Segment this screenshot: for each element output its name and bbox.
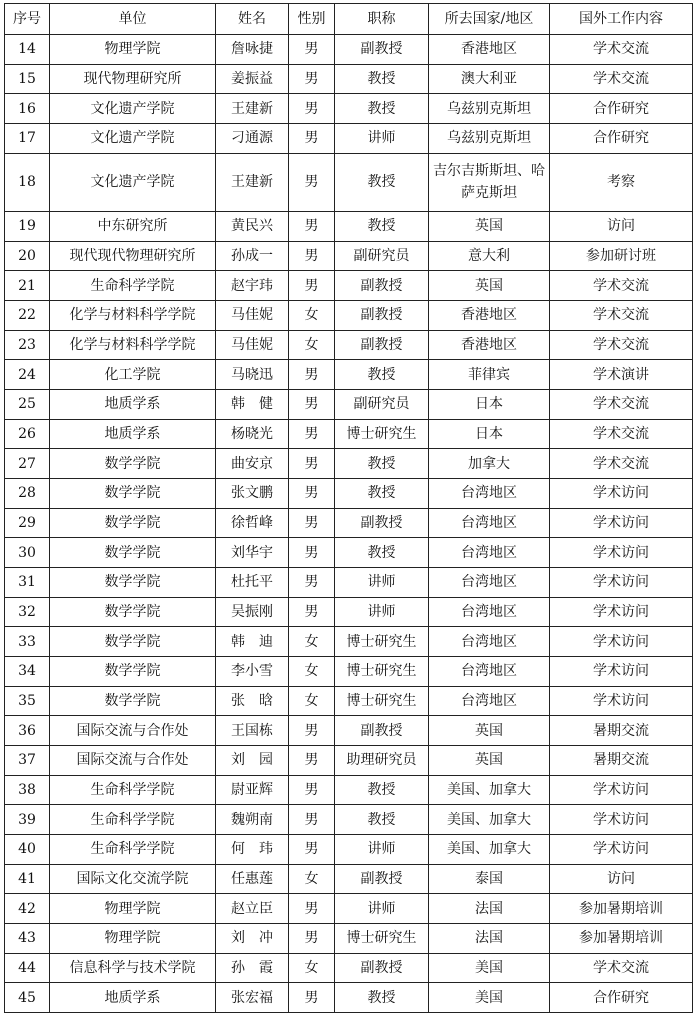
- cell-index: 16: [5, 94, 50, 124]
- table-row: [5, 538, 693, 568]
- cell-work-content: 暑期交流: [550, 716, 693, 746]
- cell-gender: 女: [289, 953, 335, 983]
- table-row: [5, 775, 693, 805]
- cell-name: 马佳妮: [216, 330, 289, 360]
- cell-destination: 香港地区: [429, 35, 550, 65]
- header-gender: 性别: [289, 4, 335, 35]
- table-row: [5, 597, 693, 627]
- cell-title: 教授: [335, 153, 429, 212]
- cell-work-content: 合作研究: [550, 983, 693, 1013]
- cell-name: 孙 霞: [216, 953, 289, 983]
- cell-unit: 国际交流与合作处: [50, 745, 216, 775]
- cell-gender: 女: [289, 301, 335, 331]
- cell-name: 马晓迅: [216, 360, 289, 390]
- cell-gender: 男: [289, 568, 335, 598]
- cell-title: 助理研究员: [335, 745, 429, 775]
- cell-unit: 物理学院: [50, 894, 216, 924]
- personnel-table: [4, 3, 693, 1013]
- cell-title: 副教授: [335, 271, 429, 301]
- cell-name: 孙成一: [216, 241, 289, 271]
- cell-destination: 乌兹别克斯坦: [429, 123, 550, 153]
- table-row: [5, 834, 693, 864]
- cell-gender: 男: [289, 241, 335, 271]
- table-row: [5, 330, 693, 360]
- cell-work-content: 学术访问: [550, 657, 693, 687]
- cell-work-content: 学术交流: [550, 390, 693, 420]
- cell-work-content: 学术交流: [550, 301, 693, 331]
- cell-gender: 男: [289, 805, 335, 835]
- cell-unit: 化学与材料科学学院: [50, 330, 216, 360]
- cell-unit: 生命科学学院: [50, 805, 216, 835]
- cell-work-content: 参加暑期培训: [550, 894, 693, 924]
- cell-gender: 男: [289, 923, 335, 953]
- cell-title: 教授: [335, 212, 429, 242]
- cell-unit: 现代现代物理研究所: [50, 241, 216, 271]
- cell-name: 徐哲峰: [216, 508, 289, 538]
- cell-gender: 男: [289, 35, 335, 65]
- cell-index: 31: [5, 568, 50, 598]
- cell-title: 教授: [335, 538, 429, 568]
- cell-index: 30: [5, 538, 50, 568]
- cell-name: 赵宇玮: [216, 271, 289, 301]
- cell-destination: 台湾地区: [429, 479, 550, 509]
- cell-title: 博士研究生: [335, 657, 429, 687]
- cell-destination: 美国: [429, 983, 550, 1013]
- cell-gender: 男: [289, 390, 335, 420]
- cell-destination: 英国: [429, 212, 550, 242]
- cell-work-content: 访问: [550, 212, 693, 242]
- cell-destination: 台湾地区: [429, 686, 550, 716]
- cell-index: 36: [5, 716, 50, 746]
- cell-name: 刁通源: [216, 123, 289, 153]
- cell-gender: 男: [289, 123, 335, 153]
- cell-name: 韩 迪: [216, 627, 289, 657]
- cell-destination: 乌兹别克斯坦: [429, 94, 550, 124]
- table-row: [5, 241, 693, 271]
- cell-name: 何 玮: [216, 834, 289, 864]
- cell-index: 28: [5, 479, 50, 509]
- cell-work-content: 学术交流: [550, 953, 693, 983]
- cell-work-content: 学术交流: [550, 330, 693, 360]
- cell-gender: 男: [289, 360, 335, 390]
- cell-name: 韩 健: [216, 390, 289, 420]
- table-row: [5, 390, 693, 420]
- cell-title: 教授: [335, 805, 429, 835]
- cell-work-content: 暑期交流: [550, 745, 693, 775]
- table-row: [5, 716, 693, 746]
- cell-work-content: 学术交流: [550, 419, 693, 449]
- table-row: [5, 479, 693, 509]
- cell-work-content: 学术交流: [550, 449, 693, 479]
- cell-title: 教授: [335, 983, 429, 1013]
- cell-unit: 数学学院: [50, 568, 216, 598]
- cell-index: 26: [5, 419, 50, 449]
- table-row: [5, 123, 693, 153]
- cell-title: 教授: [335, 64, 429, 94]
- table-row: [5, 449, 693, 479]
- cell-gender: 男: [289, 597, 335, 627]
- cell-unit: 数学学院: [50, 686, 216, 716]
- cell-destination: 香港地区: [429, 301, 550, 331]
- cell-title: 副教授: [335, 301, 429, 331]
- cell-work-content: 学术交流: [550, 271, 693, 301]
- cell-gender: 男: [289, 775, 335, 805]
- table-row: [5, 686, 693, 716]
- cell-name: 张文鹏: [216, 479, 289, 509]
- cell-gender: 女: [289, 657, 335, 687]
- table-row: [5, 360, 693, 390]
- cell-title: 副教授: [335, 716, 429, 746]
- cell-title: 讲师: [335, 834, 429, 864]
- cell-name: 张 晗: [216, 686, 289, 716]
- cell-name: 杜托平: [216, 568, 289, 598]
- table-row: [5, 627, 693, 657]
- cell-index: 22: [5, 301, 50, 331]
- table-row: [5, 657, 693, 687]
- cell-gender: 男: [289, 983, 335, 1013]
- table-row: [5, 35, 693, 65]
- cell-name: 赵立臣: [216, 894, 289, 924]
- cell-destination: 台湾地区: [429, 568, 550, 598]
- cell-work-content: 参加研讨班: [550, 241, 693, 271]
- cell-name: 刘 园: [216, 745, 289, 775]
- cell-unit: 国际文化交流学院: [50, 864, 216, 894]
- cell-unit: 数学学院: [50, 449, 216, 479]
- cell-title: 讲师: [335, 894, 429, 924]
- cell-title: 教授: [335, 94, 429, 124]
- cell-unit: 地质学系: [50, 390, 216, 420]
- cell-unit: 地质学系: [50, 983, 216, 1013]
- header-row: [5, 4, 693, 35]
- table-row: [5, 508, 693, 538]
- cell-work-content: 合作研究: [550, 123, 693, 153]
- cell-index: 40: [5, 834, 50, 864]
- cell-gender: 男: [289, 538, 335, 568]
- cell-work-content: 合作研究: [550, 94, 693, 124]
- cell-index: 24: [5, 360, 50, 390]
- cell-title: 副研究员: [335, 241, 429, 271]
- header-work-content: 国外工作内容: [550, 4, 693, 35]
- cell-title: 讲师: [335, 123, 429, 153]
- cell-gender: 男: [289, 419, 335, 449]
- cell-name: 王建新: [216, 153, 289, 212]
- cell-name: 魏朔南: [216, 805, 289, 835]
- cell-index: 14: [5, 35, 50, 65]
- cell-title: 教授: [335, 479, 429, 509]
- cell-work-content: 学术访问: [550, 686, 693, 716]
- cell-unit: 数学学院: [50, 627, 216, 657]
- cell-work-content: 学术访问: [550, 627, 693, 657]
- cell-gender: 男: [289, 508, 335, 538]
- cell-index: 38: [5, 775, 50, 805]
- cell-index: 44: [5, 953, 50, 983]
- cell-work-content: 学术交流: [550, 64, 693, 94]
- cell-gender: 女: [289, 686, 335, 716]
- cell-unit: 生命科学学院: [50, 775, 216, 805]
- cell-title: 教授: [335, 775, 429, 805]
- cell-name: 李小雪: [216, 657, 289, 687]
- cell-index: 25: [5, 390, 50, 420]
- cell-destination: 台湾地区: [429, 657, 550, 687]
- cell-name: 詹咏捷: [216, 35, 289, 65]
- cell-unit: 文化遗产学院: [50, 153, 216, 212]
- cell-name: 曲安京: [216, 449, 289, 479]
- cell-title: 教授: [335, 360, 429, 390]
- cell-index: 21: [5, 271, 50, 301]
- table-row: [5, 419, 693, 449]
- cell-destination: 意大利: [429, 241, 550, 271]
- cell-work-content: 参加暑期培训: [550, 923, 693, 953]
- table-row: [5, 301, 693, 331]
- cell-destination: 日本: [429, 390, 550, 420]
- cell-unit: 物理学院: [50, 923, 216, 953]
- table-body: [5, 35, 693, 1013]
- cell-index: 43: [5, 923, 50, 953]
- cell-index: 41: [5, 864, 50, 894]
- cell-unit: 地质学系: [50, 419, 216, 449]
- cell-destination: 菲律宾: [429, 360, 550, 390]
- cell-destination: 法国: [429, 923, 550, 953]
- table-row: [5, 745, 693, 775]
- cell-unit: 数学学院: [50, 479, 216, 509]
- cell-index: 23: [5, 330, 50, 360]
- table-row: [5, 894, 693, 924]
- cell-index: 27: [5, 449, 50, 479]
- table-row: [5, 923, 693, 953]
- cell-gender: 男: [289, 212, 335, 242]
- cell-unit: 文化遗产学院: [50, 94, 216, 124]
- cell-unit: 数学学院: [50, 657, 216, 687]
- cell-name: 黄民兴: [216, 212, 289, 242]
- cell-index: 35: [5, 686, 50, 716]
- cell-index: 39: [5, 805, 50, 835]
- cell-gender: 男: [289, 94, 335, 124]
- cell-gender: 男: [289, 153, 335, 212]
- cell-index: 18: [5, 153, 50, 212]
- cell-work-content: 学术访问: [550, 805, 693, 835]
- cell-title: 副研究员: [335, 390, 429, 420]
- cell-unit: 生命科学学院: [50, 834, 216, 864]
- cell-gender: 女: [289, 864, 335, 894]
- cell-destination: 台湾地区: [429, 538, 550, 568]
- cell-work-content: 学术访问: [550, 568, 693, 598]
- table-row: [5, 953, 693, 983]
- cell-unit: 国际交流与合作处: [50, 716, 216, 746]
- cell-unit: 物理学院: [50, 35, 216, 65]
- cell-destination: 台湾地区: [429, 627, 550, 657]
- cell-title: 博士研究生: [335, 627, 429, 657]
- cell-destination: 英国: [429, 745, 550, 775]
- cell-title: 副教授: [335, 953, 429, 983]
- cell-unit: 中东研究所: [50, 212, 216, 242]
- cell-index: 32: [5, 597, 50, 627]
- header-unit: 单位: [50, 4, 216, 35]
- cell-destination: 吉尔吉斯斯坦、哈萨克斯坦: [429, 153, 550, 212]
- cell-destination: 美国、加拿大: [429, 834, 550, 864]
- cell-name: 刘华宇: [216, 538, 289, 568]
- table-row: [5, 568, 693, 598]
- cell-work-content: 学术访问: [550, 834, 693, 864]
- cell-destination: 台湾地区: [429, 597, 550, 627]
- cell-unit: 文化遗产学院: [50, 123, 216, 153]
- cell-name: 王建新: [216, 94, 289, 124]
- cell-work-content: 学术访问: [550, 597, 693, 627]
- cell-title: 讲师: [335, 597, 429, 627]
- cell-destination: 美国、加拿大: [429, 805, 550, 835]
- cell-work-content: 学术演讲: [550, 360, 693, 390]
- cell-gender: 男: [289, 716, 335, 746]
- header-destination: 所去国家/地区: [429, 4, 550, 35]
- cell-gender: 男: [289, 449, 335, 479]
- header-name: 姓名: [216, 4, 289, 35]
- header-index: 序号: [5, 4, 50, 35]
- cell-destination: 美国、加拿大: [429, 775, 550, 805]
- cell-unit: 化学与材料科学学院: [50, 301, 216, 331]
- table-row: [5, 271, 693, 301]
- cell-gender: 男: [289, 834, 335, 864]
- cell-title: 博士研究生: [335, 923, 429, 953]
- cell-gender: 男: [289, 894, 335, 924]
- cell-index: 34: [5, 657, 50, 687]
- cell-name: 张宏福: [216, 983, 289, 1013]
- cell-index: 17: [5, 123, 50, 153]
- cell-unit: 现代物理研究所: [50, 64, 216, 94]
- cell-destination: 法国: [429, 894, 550, 924]
- cell-title: 讲师: [335, 568, 429, 598]
- cell-destination: 澳大利亚: [429, 64, 550, 94]
- cell-unit: 化工学院: [50, 360, 216, 390]
- cell-index: 37: [5, 745, 50, 775]
- cell-unit: 信息科学与技术学院: [50, 953, 216, 983]
- cell-title: 副教授: [335, 330, 429, 360]
- table-row: [5, 153, 693, 212]
- cell-name: 姜振益: [216, 64, 289, 94]
- cell-work-content: 学术访问: [550, 775, 693, 805]
- cell-index: 20: [5, 241, 50, 271]
- cell-gender: 女: [289, 330, 335, 360]
- table-row: [5, 805, 693, 835]
- cell-work-content: 访问: [550, 864, 693, 894]
- cell-gender: 男: [289, 64, 335, 94]
- cell-destination: 泰国: [429, 864, 550, 894]
- cell-gender: 男: [289, 479, 335, 509]
- cell-name: 王国栋: [216, 716, 289, 746]
- cell-index: 19: [5, 212, 50, 242]
- cell-unit: 数学学院: [50, 508, 216, 538]
- cell-name: 任惠莲: [216, 864, 289, 894]
- cell-index: 29: [5, 508, 50, 538]
- cell-destination: 日本: [429, 419, 550, 449]
- cell-name: 尉亚辉: [216, 775, 289, 805]
- cell-unit: 生命科学学院: [50, 271, 216, 301]
- cell-gender: 男: [289, 271, 335, 301]
- cell-gender: 女: [289, 627, 335, 657]
- cell-name: 马佳妮: [216, 301, 289, 331]
- cell-destination: 台湾地区: [429, 508, 550, 538]
- cell-index: 15: [5, 64, 50, 94]
- cell-unit: 数学学院: [50, 597, 216, 627]
- cell-index: 42: [5, 894, 50, 924]
- cell-work-content: 考察: [550, 153, 693, 212]
- cell-title: 教授: [335, 449, 429, 479]
- cell-name: 刘 冲: [216, 923, 289, 953]
- cell-destination: 美国: [429, 953, 550, 983]
- cell-destination: 香港地区: [429, 330, 550, 360]
- cell-title: 副教授: [335, 864, 429, 894]
- cell-work-content: 学术访问: [550, 479, 693, 509]
- cell-work-content: 学术访问: [550, 508, 693, 538]
- cell-title: 博士研究生: [335, 419, 429, 449]
- cell-work-content: 学术交流: [550, 35, 693, 65]
- cell-title: 副教授: [335, 508, 429, 538]
- cell-destination: 英国: [429, 271, 550, 301]
- cell-gender: 男: [289, 745, 335, 775]
- table-row: [5, 983, 693, 1013]
- cell-name: 吴振刚: [216, 597, 289, 627]
- table-row: [5, 864, 693, 894]
- cell-destination: 加拿大: [429, 449, 550, 479]
- cell-name: 杨晓光: [216, 419, 289, 449]
- cell-unit: 数学学院: [50, 538, 216, 568]
- cell-destination: 英国: [429, 716, 550, 746]
- cell-index: 33: [5, 627, 50, 657]
- table-row: [5, 212, 693, 242]
- cell-index: 45: [5, 983, 50, 1013]
- table-row: [5, 94, 693, 124]
- cell-title: 副教授: [335, 35, 429, 65]
- cell-title: 博士研究生: [335, 686, 429, 716]
- header-title: 职称: [335, 4, 429, 35]
- table-row: [5, 64, 693, 94]
- cell-work-content: 学术访问: [550, 538, 693, 568]
